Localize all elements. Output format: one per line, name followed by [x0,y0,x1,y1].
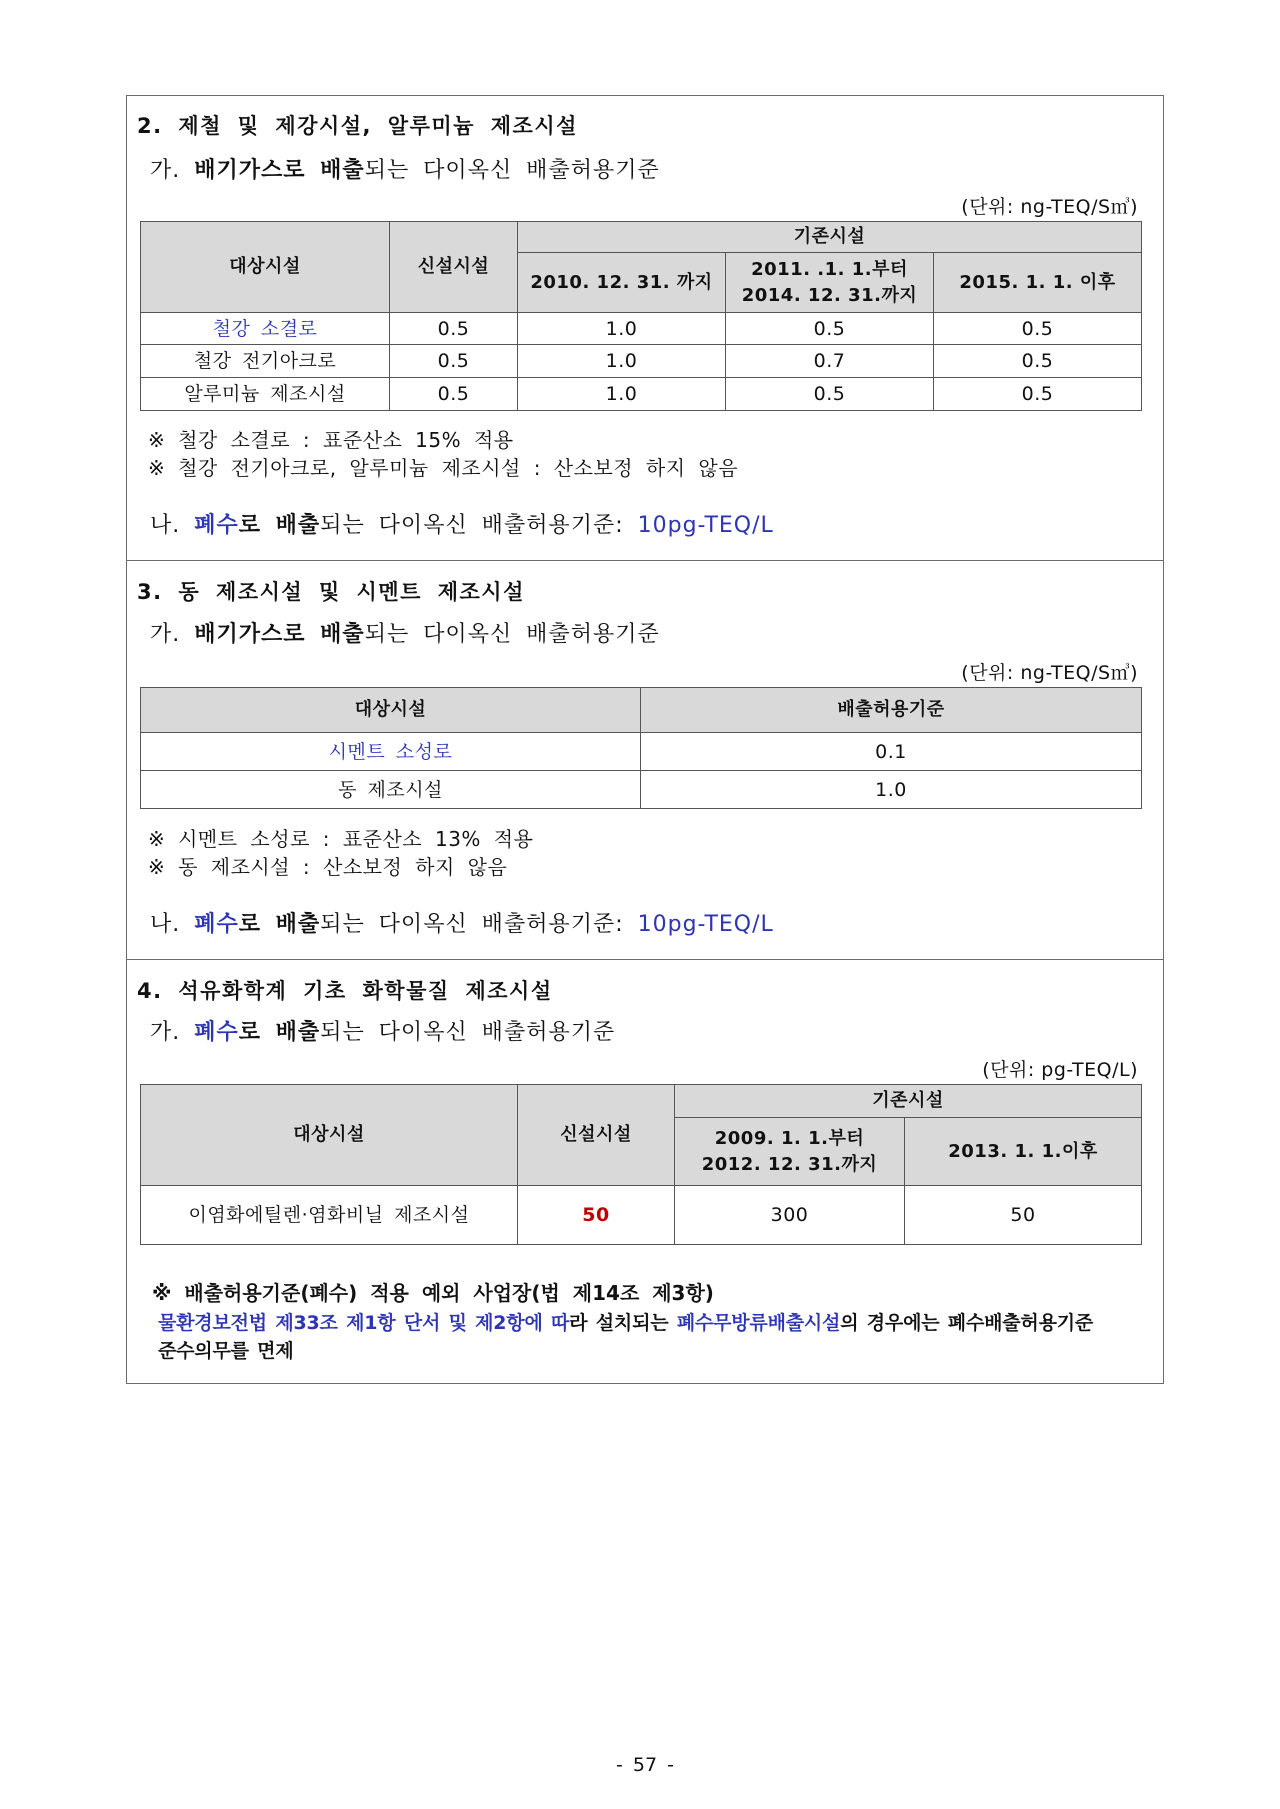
item-text: 되는 다이옥신 배출허용기준 [320,1020,616,1045]
cell-existing: 0.5 [934,345,1142,378]
item-emphasis-blue: 폐수 [194,1020,239,1045]
header-period [726,253,934,313]
item-b-wastewater [150,511,774,541]
cell-new: 0.5 [390,313,518,345]
header-period-line: 2013. 1. 1.이후 [948,1140,1098,1162]
header-period [675,1118,905,1186]
cell-facility: 시멘트 소성로 [141,733,641,771]
header-facility: 대상시설 [141,222,390,313]
cell-existing: 50 [905,1186,1142,1245]
table-note: ※ 시멘트 소성로 : 표준산소 13% 적용 [148,827,534,851]
item-text: 되는 다이옥신 배출허용기준 [364,622,660,647]
cell-existing: 1.0 [518,345,726,378]
item-emphasis-blue: 폐수 [194,912,239,937]
header-period-line: 2010. 12. 31. 까지 [530,271,713,293]
table-note: ※ 동 제조시설 : 산소보정 하지 않음 [148,855,508,879]
header-existing-facility: 기존시설 [675,1085,1142,1118]
emission-standard-table [140,221,1142,411]
cell-standard: 1.0 [641,771,1142,809]
section-divider [126,959,1164,960]
section-heading: 3. 동 제조시설 및 시멘트 제조시설 [137,580,525,604]
item-emphasis: 로 배출 [238,1020,321,1045]
header-period [934,253,1142,313]
unit-label: (단위: pg-TEQ/L) [982,1059,1138,1081]
item-text: 되는 다이옥신 배출허용기준: [320,513,624,538]
cell-standard: 0.1 [641,733,1142,771]
header-period-line: 2009. 1. 1.부터 [714,1127,865,1149]
header-existing-facility: 기존시설 [518,222,1142,253]
header-period [518,253,726,313]
cell-facility: 철강 소결로 [141,313,390,345]
header-period-line: 2015. 1. 1. 이후 [959,271,1116,293]
cell-existing: 1.0 [518,378,726,411]
item-a-exhaust-gas [150,620,660,650]
exception-law-reference: 물환경보전법 제33조 제1항 단서 및 제2항에 따 [158,1312,570,1334]
header-new-facility: 신설시설 [390,222,518,313]
item-b-wastewater [150,910,774,940]
exception-text-part: 라 설치되는 [569,1312,669,1334]
item-marker: 가. [150,158,181,183]
cell-existing: 0.5 [726,378,934,411]
cell-facility: 이염화에틸렌·염화비닐 제조시설 [141,1186,518,1245]
table-row [141,313,1142,345]
item-emphasis: 배기가스로 배출 [194,158,365,183]
cell-new: 50 [518,1186,675,1245]
exception-facility: 폐수무방류배출시설 [676,1312,841,1334]
exception-title: ※ 배출허용기준(폐수) 적용 예외 사업장(법 제14조 제3항) [152,1281,714,1305]
header-period [905,1118,1142,1186]
item-limit-value: 10pg-TEQ/L [637,912,774,937]
exception-text-continued: 준수의무를 면제 [158,1340,294,1362]
section-heading: 2. 제철 및 제강시설, 알루미늄 제조시설 [137,114,578,138]
section-heading: 4. 석유화학계 기초 화학물질 제조시설 [137,979,553,1003]
emission-standard-table [140,1084,1142,1245]
header-period-line: 2011. .1. 1.부터 [751,258,908,280]
header-period-line: 2012. 12. 31.까지 [701,1153,878,1175]
item-marker: 나. [150,513,181,538]
item-emphasis: 로 배출 [238,912,321,937]
header-facility: 대상시설 [141,1085,518,1186]
item-a-wastewater [150,1018,615,1048]
item-marker: 가. [150,1020,181,1045]
table-note: ※ 철강 소결로 : 표준산소 15% 적용 [148,428,514,452]
cell-facility: 철강 전기아크로 [141,345,390,378]
unit-label: (단위: ng-TEQ/S㎥) [961,196,1138,218]
exception-text-part: 의 경우에는 폐수배출허용기준 [840,1312,1094,1334]
cell-existing: 0.5 [934,313,1142,345]
item-limit-value: 10pg-TEQ/L [637,513,774,538]
item-text: 되는 다이옥신 배출허용기준 [364,158,660,183]
item-emphasis: 배기가스로 배출 [194,622,365,647]
table-row [141,1186,1142,1245]
cell-facility: 동 제조시설 [141,771,641,809]
header-period-line: 2014. 12. 31.까지 [741,284,918,306]
table-row [141,733,1142,771]
table-note: ※ 철강 전기아크로, 알루미늄 제조시설 : 산소보정 하지 않음 [148,456,739,480]
header-new-facility: 신설시설 [518,1085,675,1186]
table-row [141,771,1142,809]
item-marker: 가. [150,622,181,647]
cell-existing: 0.5 [726,313,934,345]
header-facility: 대상시설 [141,688,641,733]
section-divider [126,560,1164,561]
emission-standard-table [140,687,1142,809]
item-emphasis-blue: 폐수 [194,513,239,538]
table-row [141,345,1142,378]
item-emphasis: 로 배출 [238,513,321,538]
cell-existing: 1.0 [518,313,726,345]
cell-existing: 0.7 [726,345,934,378]
item-text: 되는 다이옥신 배출허용기준: [320,912,624,937]
page-number: - 57 - [616,1754,674,1776]
table-row [141,378,1142,411]
header-standard: 배출허용기준 [641,688,1142,733]
item-a-exhaust-gas [150,156,660,186]
cell-new: 0.5 [390,345,518,378]
cell-existing: 300 [675,1186,905,1245]
unit-label: (단위: ng-TEQ/S㎥) [961,662,1138,684]
item-marker: 나. [150,912,181,937]
cell-facility: 알루미늄 제조시설 [141,378,390,411]
cell-new: 0.5 [390,378,518,411]
exception-text [158,1308,1093,1338]
cell-existing: 0.5 [934,378,1142,411]
